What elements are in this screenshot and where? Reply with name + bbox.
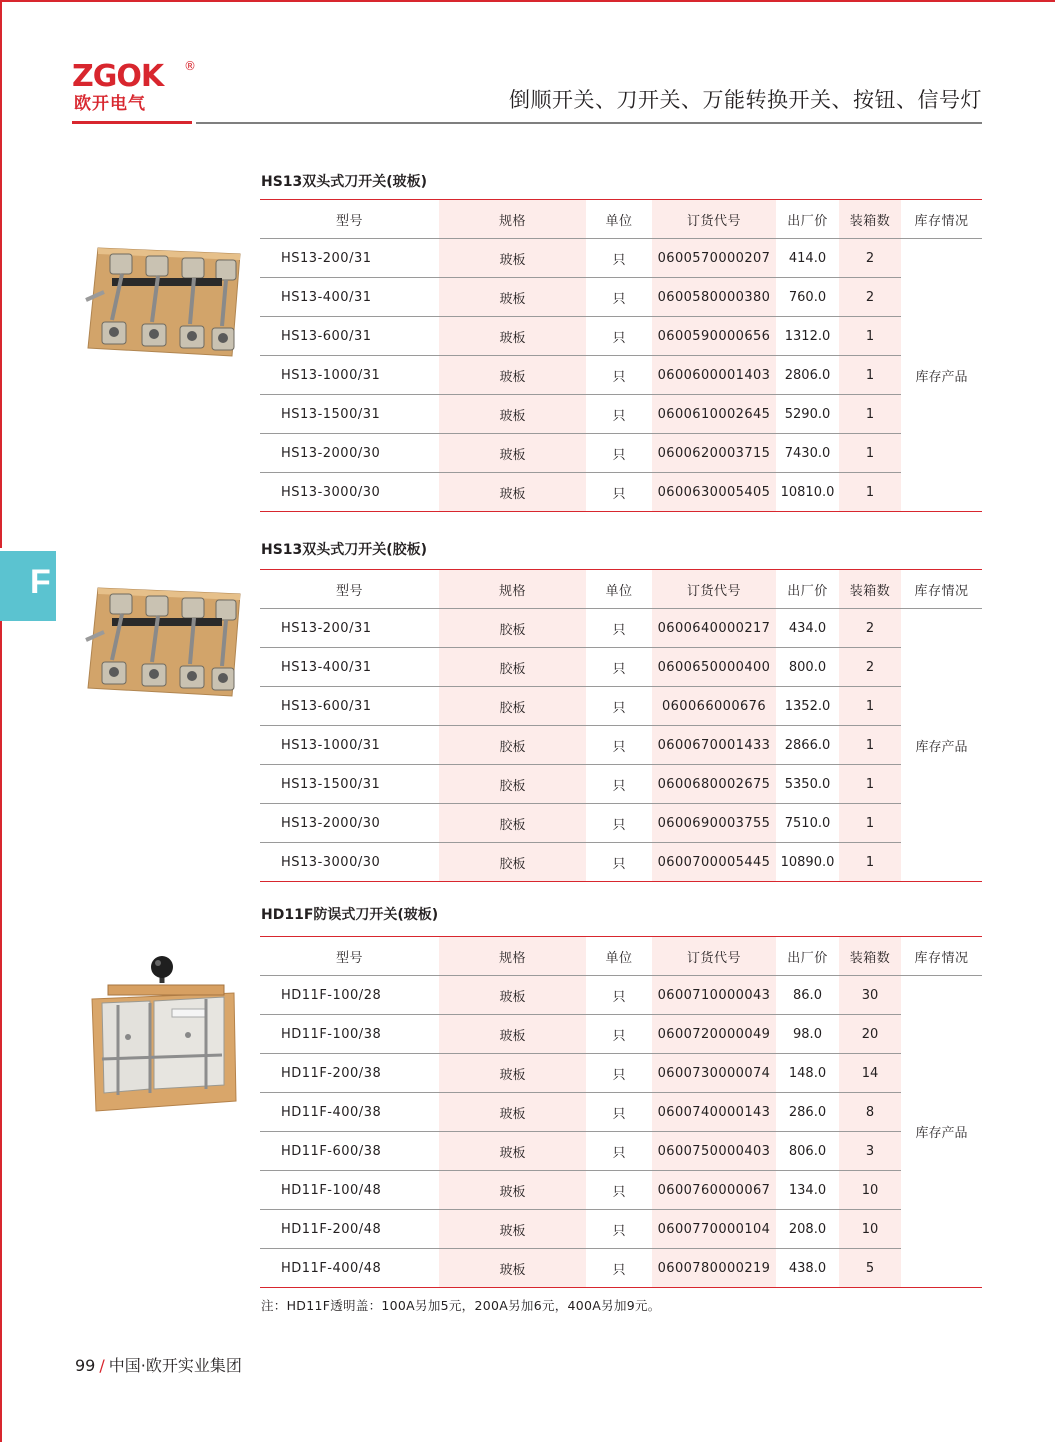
cell-price: 2806.0: [776, 356, 839, 395]
cell-unit: 只: [586, 278, 652, 317]
cell-order-code: 0600770000104: [652, 1210, 776, 1249]
logo-chinese-name: 欧开电气: [74, 94, 146, 114]
cell-model: HD11F-200/38: [260, 1054, 439, 1093]
cell-pack-qty: 1: [839, 356, 901, 395]
column-header-price: 出厂价: [776, 937, 839, 976]
header-rule-accent: [72, 121, 192, 124]
table-row: [260, 765, 982, 804]
column-header-stock: 库存情况: [901, 937, 982, 976]
table-row: [260, 1132, 982, 1171]
cell-unit: 只: [586, 765, 652, 804]
cell-spec: 玻板: [439, 976, 586, 1015]
cell-unit: 只: [586, 1171, 652, 1210]
cell-pack-qty: 1: [839, 317, 901, 356]
cell-price: 434.0: [776, 609, 839, 648]
column-header-unit: 单位: [586, 570, 652, 609]
cell-model: HS13-3000/30: [260, 843, 439, 882]
price-table-hs13-bakelite: [260, 569, 982, 882]
cell-unit: 只: [586, 1015, 652, 1054]
cell-order-code: 0600630005405: [652, 473, 776, 512]
column-header-model: 型号: [260, 570, 439, 609]
cell-model: HS13-1500/31: [260, 765, 439, 804]
cell-spec: 胶板: [439, 843, 586, 882]
cell-pack-qty: 8: [839, 1093, 901, 1132]
cell-model: HS13-400/31: [260, 648, 439, 687]
cell-order-code: 0600750000403: [652, 1132, 776, 1171]
table-row: [260, 648, 982, 687]
cell-unit: 只: [586, 726, 652, 765]
cell-spec: 玻板: [439, 356, 586, 395]
cell-model: HD11F-400/48: [260, 1249, 439, 1288]
cell-model: HD11F-100/38: [260, 1015, 439, 1054]
column-header-pack-qty: 装箱数: [839, 570, 901, 609]
footer-company: 中国·欧开实业集团: [108, 1356, 242, 1375]
cell-pack-qty: 20: [839, 1015, 901, 1054]
section-title-hs13-bakelite: HS13双头式刀开关(胶板): [261, 542, 428, 558]
cell-unit: 只: [586, 976, 652, 1015]
column-header-stock: 库存情况: [901, 200, 982, 239]
cell-price: 286.0: [776, 1093, 839, 1132]
cell-order-code: 0600650000400: [652, 648, 776, 687]
cell-spec: 玻板: [439, 1210, 586, 1249]
column-header-stock: 库存情况: [901, 570, 982, 609]
table-row: [260, 317, 982, 356]
cell-order-code: 0600760000067: [652, 1171, 776, 1210]
cell-unit: 只: [586, 687, 652, 726]
table-row: [260, 473, 982, 512]
cell-model: HD11F-100/48: [260, 1171, 439, 1210]
table-row: [260, 1249, 982, 1288]
cell-unit: 只: [586, 239, 652, 278]
cell-order-code: 0600680002675: [652, 765, 776, 804]
cell-order-code: 0600690003755: [652, 804, 776, 843]
cell-model: HS13-400/31: [260, 278, 439, 317]
cell-unit: 只: [586, 1093, 652, 1132]
page-left-border: [0, 0, 2, 1442]
cell-unit: 只: [586, 1132, 652, 1171]
footer-separator: /: [99, 1356, 105, 1375]
hs13-bakelite-board-switch-image: [82, 580, 242, 698]
table-row: [260, 609, 982, 648]
hs13-glass-board-switch-image: [82, 240, 242, 358]
cell-pack-qty: 1: [839, 804, 901, 843]
column-header-price: 出厂价: [776, 570, 839, 609]
table-row: [260, 1210, 982, 1249]
cell-model: HS13-3000/30: [260, 473, 439, 512]
cell-order-code: 0600780000219: [652, 1249, 776, 1288]
cell-pack-qty: 30: [839, 976, 901, 1015]
table-header-row: [260, 937, 982, 976]
page-title: 倒顺开关、刀开关、万能转换开关、按钮、信号灯: [509, 88, 982, 112]
cell-price: 10810.0: [776, 473, 839, 512]
price-table-hd11f: [260, 936, 982, 1288]
cell-order-code: 0600580000380: [652, 278, 776, 317]
cell-model: HS13-200/31: [260, 239, 439, 278]
column-header-order-code: 订货代号: [652, 570, 776, 609]
registered-mark: ®: [184, 59, 196, 73]
cell-stock-status: 库存产品: [901, 609, 982, 882]
cell-model: HS13-1000/31: [260, 356, 439, 395]
cell-spec: 玻板: [439, 1054, 586, 1093]
cell-pack-qty: 2: [839, 239, 901, 278]
cell-order-code: 0600730000074: [652, 1054, 776, 1093]
chapter-tab-letter: F: [30, 563, 51, 601]
cell-price: 806.0: [776, 1132, 839, 1171]
cell-price: 760.0: [776, 278, 839, 317]
table-row: [260, 726, 982, 765]
cell-price: 1312.0: [776, 317, 839, 356]
cell-pack-qty: 1: [839, 726, 901, 765]
cell-pack-qty: 3: [839, 1132, 901, 1171]
cell-order-code: 0600640000217: [652, 609, 776, 648]
cell-unit: 只: [586, 473, 652, 512]
cell-unit: 只: [586, 395, 652, 434]
page-number: 99: [75, 1356, 96, 1375]
cell-unit: 只: [586, 1210, 652, 1249]
column-header-spec: 规格: [439, 937, 586, 976]
cell-spec: 胶板: [439, 765, 586, 804]
cell-price: 5290.0: [776, 395, 839, 434]
page-top-border: [0, 0, 1055, 2]
cell-pack-qty: 1: [839, 765, 901, 804]
column-header-spec: 规格: [439, 570, 586, 609]
column-header-model: 型号: [260, 200, 439, 239]
cell-price: 86.0: [776, 976, 839, 1015]
cell-price: 98.0: [776, 1015, 839, 1054]
cell-stock-status: 库存产品: [901, 976, 982, 1288]
table-row: [260, 1093, 982, 1132]
table-row: [260, 395, 982, 434]
cell-price: 134.0: [776, 1171, 839, 1210]
table-row: [260, 843, 982, 882]
cell-pack-qty: 1: [839, 473, 901, 512]
cell-order-code: 0600610002645: [652, 395, 776, 434]
cell-price: 414.0: [776, 239, 839, 278]
cell-price: 208.0: [776, 1210, 839, 1249]
table-header-row: [260, 570, 982, 609]
table-row: [260, 804, 982, 843]
cell-price: 148.0: [776, 1054, 839, 1093]
price-table-hs13-glass: [260, 199, 982, 512]
cell-unit: 只: [586, 648, 652, 687]
cell-order-code: 0600600001403: [652, 356, 776, 395]
table-row: [260, 1054, 982, 1093]
column-header-price: 出厂价: [776, 200, 839, 239]
cell-model: HS13-600/31: [260, 317, 439, 356]
cell-model: HD11F-600/38: [260, 1132, 439, 1171]
cell-price: 7510.0: [776, 804, 839, 843]
column-header-model: 型号: [260, 937, 439, 976]
cell-pack-qty: 1: [839, 395, 901, 434]
cell-order-code: 0600620003715: [652, 434, 776, 473]
cell-price: 7430.0: [776, 434, 839, 473]
header-rule: [196, 122, 982, 124]
cell-unit: 只: [586, 356, 652, 395]
cell-spec: 玻板: [439, 278, 586, 317]
column-header-unit: 单位: [586, 937, 652, 976]
logo-wordmark: ZGOK: [72, 59, 164, 94]
cell-spec: 玻板: [439, 239, 586, 278]
cell-spec: 玻板: [439, 1171, 586, 1210]
cell-order-code: 0600570000207: [652, 239, 776, 278]
page-footer: [75, 1353, 242, 1376]
cell-order-code: 0600670001433: [652, 726, 776, 765]
table-header-row: [260, 200, 982, 239]
cell-pack-qty: 1: [839, 843, 901, 882]
cell-price: 2866.0: [776, 726, 839, 765]
cell-spec: 玻板: [439, 473, 586, 512]
table-row: [260, 239, 982, 278]
footnote: 注：HD11F透明盖：100A另加5元，200A另加6元，400A另加9元。: [261, 1298, 661, 1313]
cell-unit: 只: [586, 609, 652, 648]
cell-order-code: 0600590000656: [652, 317, 776, 356]
cell-spec: 胶板: [439, 687, 586, 726]
cell-model: HS13-1000/31: [260, 726, 439, 765]
cell-model: HS13-2000/30: [260, 804, 439, 843]
table-row: [260, 278, 982, 317]
hd11f-switch-image: [88, 955, 240, 1115]
section-title-hd11f: HD11F防误式刀开关(玻板): [261, 907, 439, 923]
cell-unit: 只: [586, 434, 652, 473]
cell-order-code: 0600710000043: [652, 976, 776, 1015]
cell-pack-qty: 10: [839, 1210, 901, 1249]
cell-model: HS13-600/31: [260, 687, 439, 726]
cell-pack-qty: 1: [839, 434, 901, 473]
cell-model: HS13-1500/31: [260, 395, 439, 434]
cell-spec: 玻板: [439, 1132, 586, 1171]
cell-spec: 玻板: [439, 317, 586, 356]
cell-price: 800.0: [776, 648, 839, 687]
table-row: [260, 434, 982, 473]
cell-spec: 玻板: [439, 1093, 586, 1132]
table-row: [260, 356, 982, 395]
cell-price: 10890.0: [776, 843, 839, 882]
cell-unit: 只: [586, 843, 652, 882]
cell-order-code: 060066000676: [652, 687, 776, 726]
cell-unit: 只: [586, 1249, 652, 1288]
table-row: [260, 687, 982, 726]
cell-spec: 胶板: [439, 804, 586, 843]
cell-model: HD11F-400/38: [260, 1093, 439, 1132]
cell-spec: 玻板: [439, 395, 586, 434]
cell-model: HS13-2000/30: [260, 434, 439, 473]
cell-model: HS13-200/31: [260, 609, 439, 648]
cell-model: HD11F-100/28: [260, 976, 439, 1015]
cell-unit: 只: [586, 317, 652, 356]
cell-pack-qty: 1: [839, 687, 901, 726]
cell-pack-qty: 5: [839, 1249, 901, 1288]
cell-pack-qty: 10: [839, 1171, 901, 1210]
cell-pack-qty: 2: [839, 648, 901, 687]
cell-unit: 只: [586, 1054, 652, 1093]
column-header-unit: 单位: [586, 200, 652, 239]
cell-price: 438.0: [776, 1249, 839, 1288]
cell-spec: 玻板: [439, 1015, 586, 1054]
cell-model: HD11F-200/48: [260, 1210, 439, 1249]
cell-spec: 胶板: [439, 648, 586, 687]
cell-spec: 玻板: [439, 434, 586, 473]
column-header-order-code: 订货代号: [652, 937, 776, 976]
cell-stock-status: 库存产品: [901, 239, 982, 512]
cell-pack-qty: 2: [839, 278, 901, 317]
table-row: [260, 976, 982, 1015]
table-row: [260, 1015, 982, 1054]
column-header-pack-qty: 装箱数: [839, 200, 901, 239]
column-header-order-code: 订货代号: [652, 200, 776, 239]
cell-pack-qty: 14: [839, 1054, 901, 1093]
brand-logo: [72, 59, 197, 124]
cell-price: 1352.0: [776, 687, 839, 726]
column-header-pack-qty: 装箱数: [839, 937, 901, 976]
cell-order-code: 0600700005445: [652, 843, 776, 882]
cell-order-code: 0600740000143: [652, 1093, 776, 1132]
table-row: [260, 1171, 982, 1210]
cell-spec: 玻板: [439, 1249, 586, 1288]
cell-spec: 胶板: [439, 726, 586, 765]
cell-unit: 只: [586, 804, 652, 843]
cell-spec: 胶板: [439, 609, 586, 648]
chapter-tab-highlight: [0, 548, 56, 551]
column-header-spec: 规格: [439, 200, 586, 239]
section-title-hs13-glass: HS13双头式刀开关(玻板): [261, 174, 428, 190]
cell-pack-qty: 2: [839, 609, 901, 648]
cell-order-code: 0600720000049: [652, 1015, 776, 1054]
cell-price: 5350.0: [776, 765, 839, 804]
